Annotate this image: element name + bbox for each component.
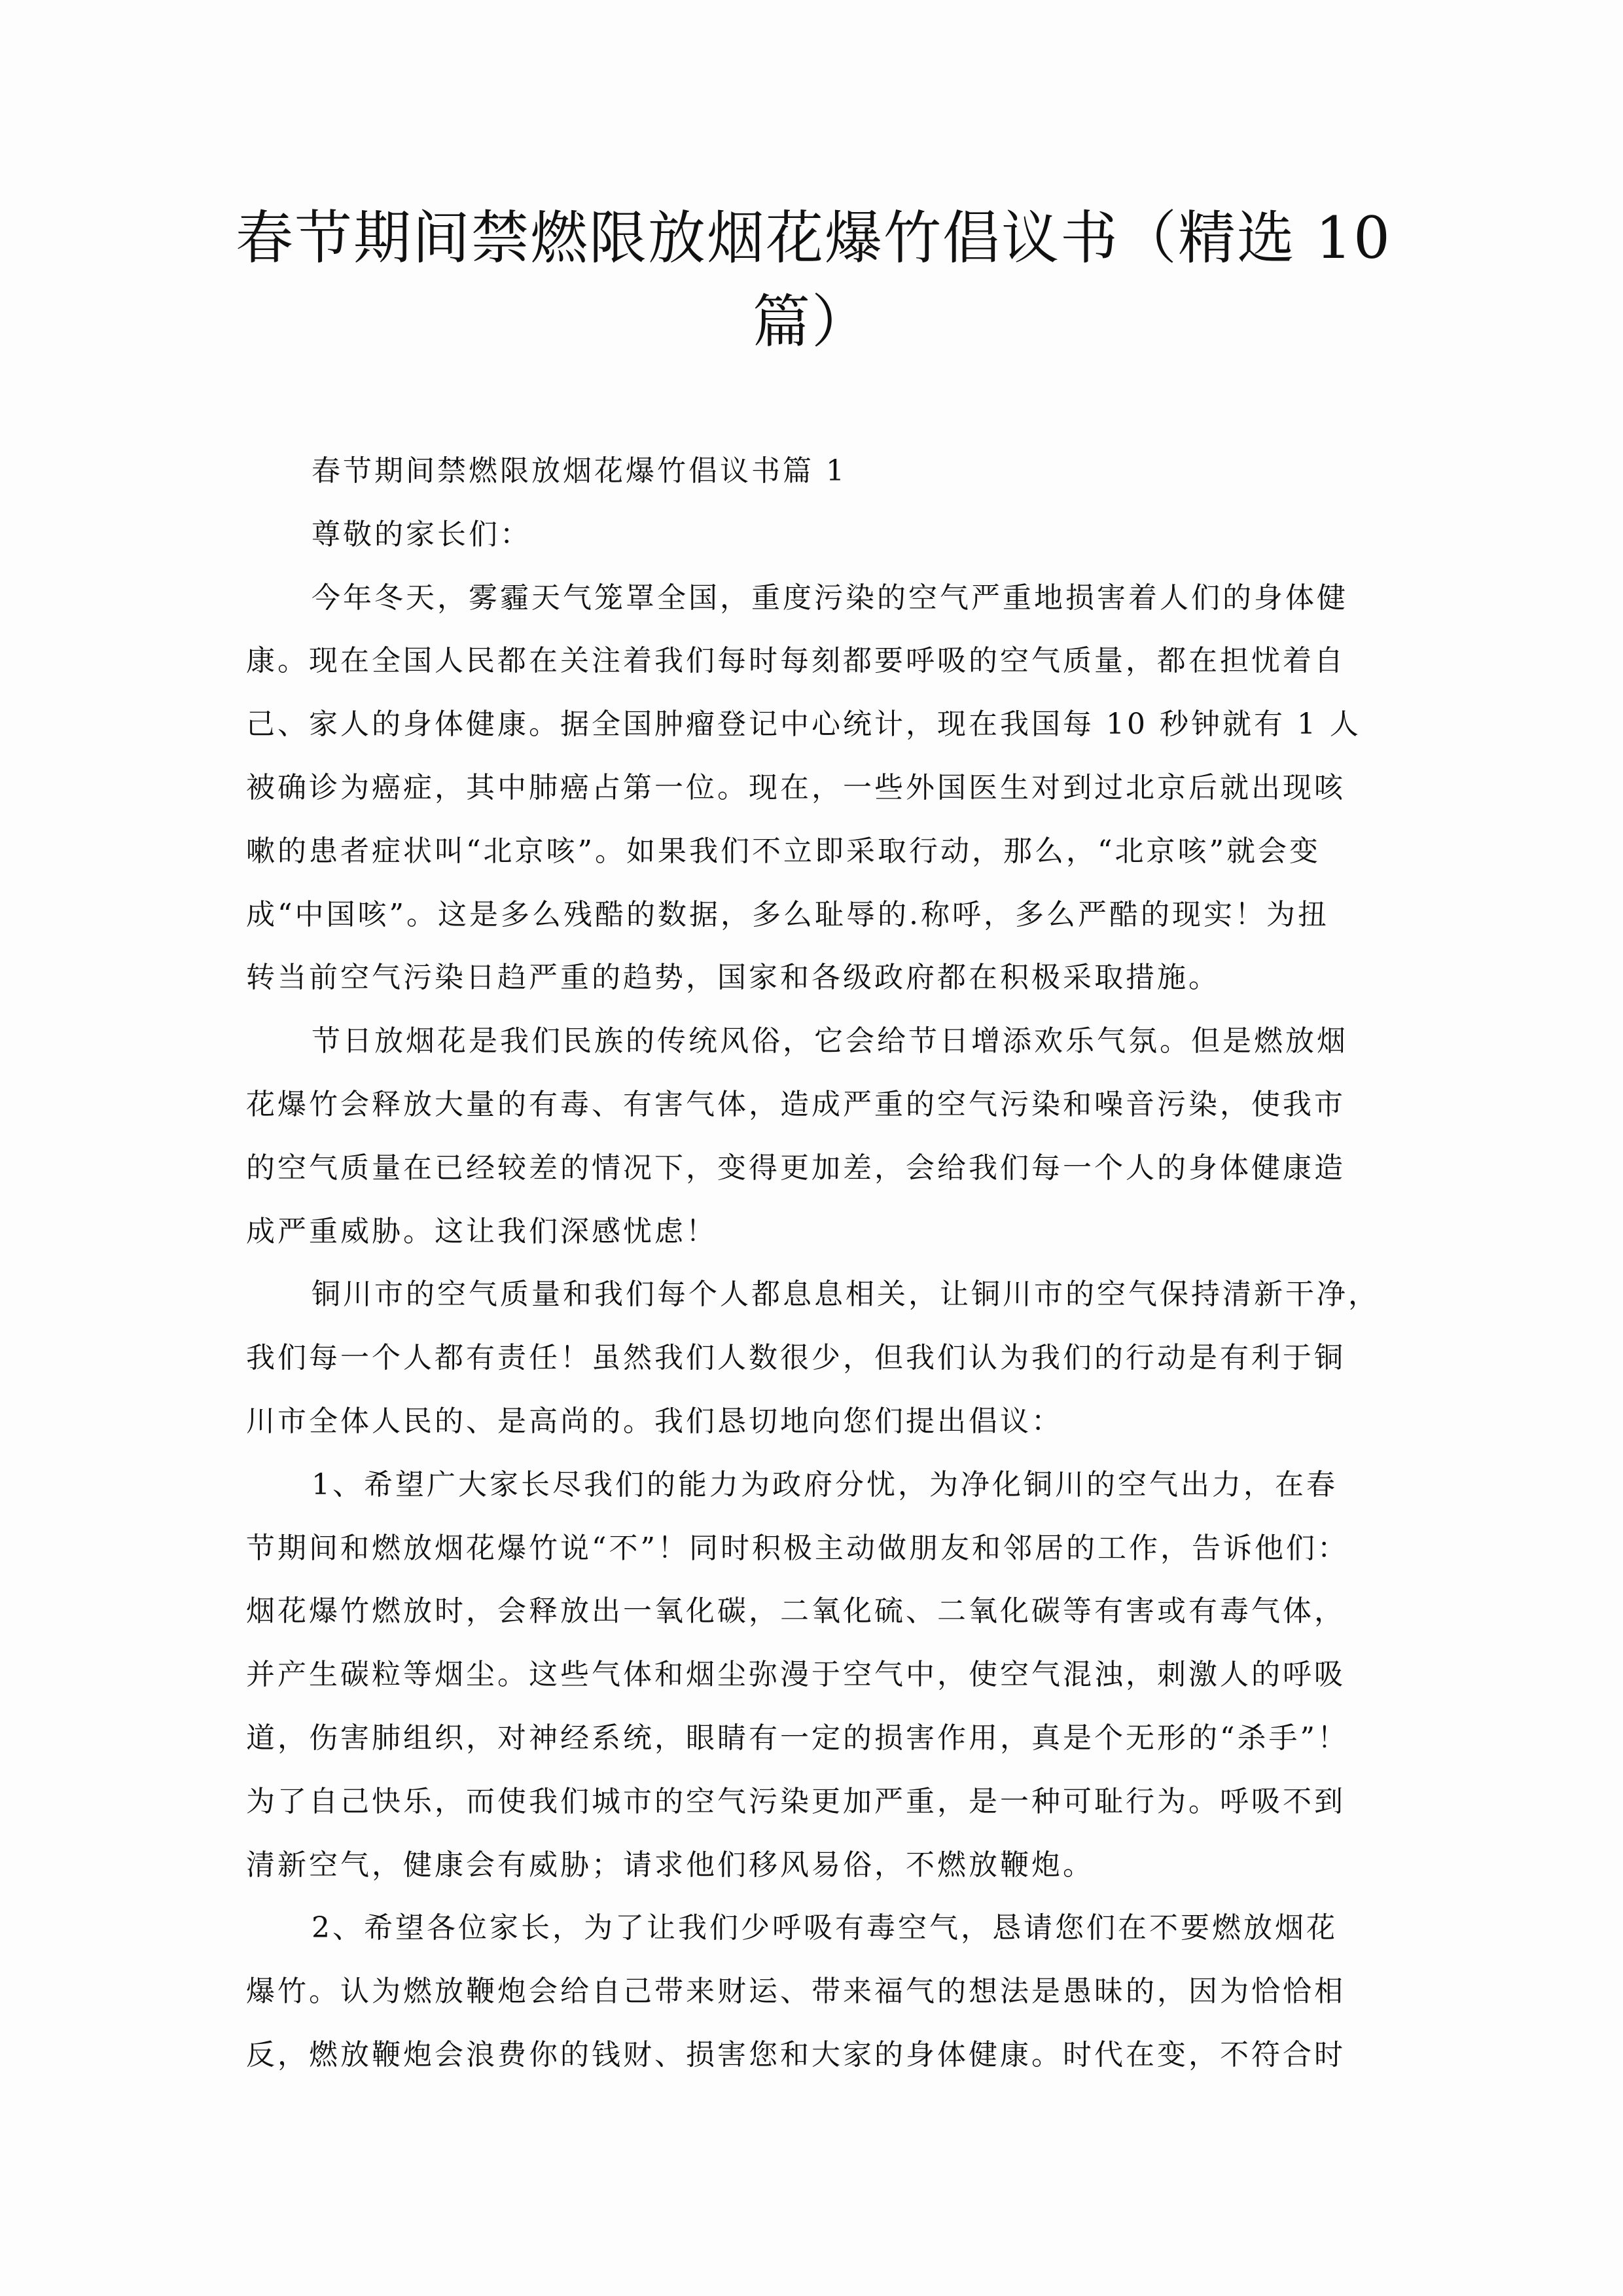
paragraph-line: 转当前空气污染日趋严重的趋势，国家和各级政府都在积极采取措施。 [246, 961, 1220, 995]
paragraph-line: 己、家人的身体健康。据全国肿瘤登记中心统计，现在我国每 10 秒钟就有 1 人 [246, 708, 1361, 742]
paragraph-first-line: 2、希望各位家长，为了让我们少呼吸有毒空气，恳请您们在不要燃放烟花 [312, 1911, 1338, 1945]
paragraph-line: 花爆竹会释放大量的有毒、有害气体，造成严重的空气污染和噪音污染，使我市 [246, 1087, 1346, 1121]
paragraph-line: 为了自己快乐，而使我们城市的空气污染更加严重，是一种可耻行为。呼吸不到 [246, 1784, 1346, 1818]
paragraph-line: 嗽的患者症状叫“北京咳”。如果我们不立即采取行动，那么，“北京咳”就会变 [246, 834, 1321, 868]
paragraph-line: 川市全体人民的、是高尚的。我们恳切地向您们提出倡议： [246, 1404, 1063, 1438]
paragraph-first-line: 1、希望广大家长尽我们的能力为政府分忧，为净化铜川的空气出力，在春 [312, 1467, 1338, 1501]
paragraph-first-line: 节日放烟花是我们民族的传统风俗，它会给节日增添欢乐气氛。但是燃放烟 [312, 1024, 1348, 1058]
paragraph-line: 康。现在全国人民都在关注着我们每时每刻都要呼吸的空气质量，都在担忧着自 [246, 644, 1346, 678]
paragraph-line: 并产生碳粒等烟尘。这些气体和烟尘弥漫于空气中，使空气混浊，刺激人的呼吸 [246, 1658, 1346, 1692]
title-line: 春节期间禁燃限放烟花爆竹倡议书（精选 10 [236, 204, 1391, 272]
paragraph-first-line: 今年冬天，雾霾天气笼罩全国，重度污染的空气严重地损害着人们的身体健 [312, 581, 1348, 615]
paragraph-line: 节期间和燃放烟花爆竹说“不”！同时积极主动做朋友和邻居的工作，告诉他们： [246, 1531, 1349, 1565]
paragraph-first-line: 春节期间禁燃限放烟花爆竹倡议书篇 1 [312, 454, 847, 488]
paragraph-first-line: 尊敬的家长们： [312, 517, 531, 551]
paragraph-line: 成严重威胁。这让我们深感忧虑！ [246, 1214, 717, 1248]
paragraph-line: 成“中国咳”。这是多么残酷的数据，多么耻辱的.称呼，多么严酷的现实！为扭 [246, 897, 1329, 931]
paragraph-line: 道，伤害肺组织，对神经系统，眼睛有一定的损害作用，真是个无形的“杀手”！ [246, 1721, 1349, 1755]
paragraph-line: 的空气质量在已经较差的情况下，变得更加差，会给我们每一个人的身体健康造 [246, 1151, 1346, 1185]
paragraph-line: 清新空气，健康会有威胁；请求他们移风易俗，不燃放鞭炮。 [246, 1848, 1094, 1882]
paragraph-first-line: 铜川市的空气质量和我们每个人都息息相关，让铜川市的空气保持清新干净， [312, 1278, 1380, 1312]
paragraph-line: 爆竹。认为燃放鞭炮会给自己带来财运、带来福气的想法是愚昧的，因为恰恰相 [246, 1975, 1346, 2009]
document-title [236, 196, 1391, 364]
paragraph-line: 反，燃放鞭炮会浪费你的钱财、损害您和大家的身体健康。时代在变，不符合时 [246, 2037, 1346, 2072]
document-body [246, 440, 1385, 2087]
title-line: 篇） [752, 288, 870, 355]
paragraph-line: 我们每一个人都有责任！虽然我们人数很少，但我们认为我们的行动是有利于铜 [246, 1341, 1346, 1375]
paragraph-line: 被确诊为癌症，其中肺癌占第一位。现在，一些外国医生对到过北京后就出现咳 [246, 770, 1346, 804]
paragraph-line: 烟花爆竹燃放时，会释放出一氧化碳，二氧化硫、二氧化碳等有害或有毒气体， [246, 1594, 1346, 1628]
